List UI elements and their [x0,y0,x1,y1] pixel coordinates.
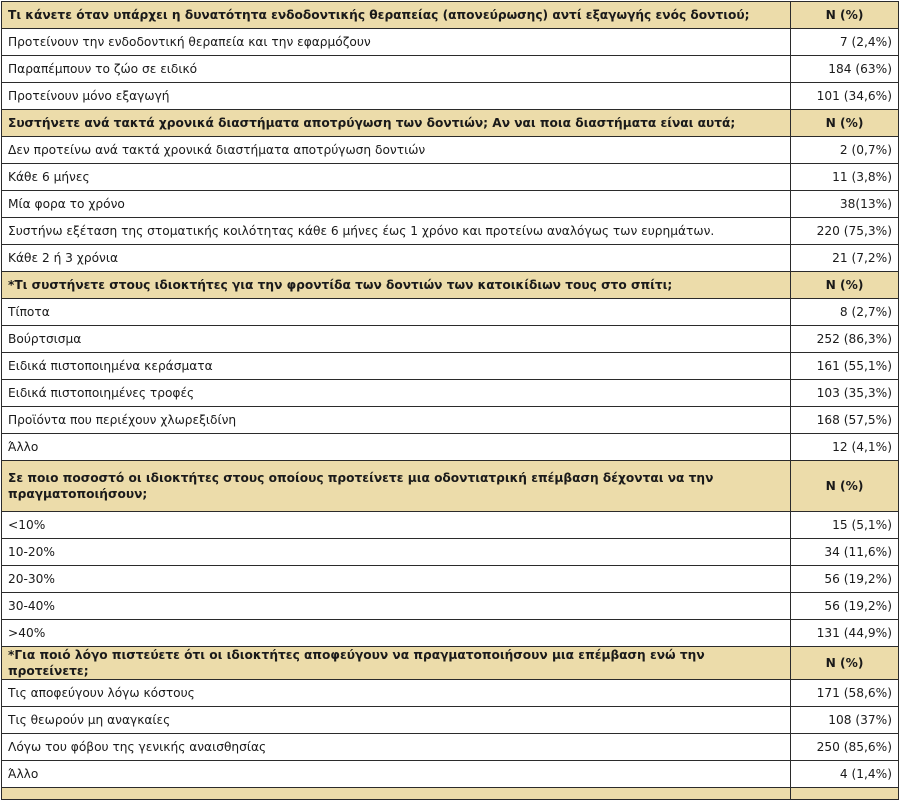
answer-value: 161 (55,1%) [791,353,899,380]
answer-value: 21 (7,2%) [791,245,899,272]
answer-label: Βούρτσισμα [2,326,791,353]
survey-results-table [1,1,899,800]
answer-label: Κάθε 2 ή 3 χρόνια [2,245,791,272]
table-row [2,245,899,272]
answer-label: Κάθε 6 μήνες [2,164,791,191]
column-header: N (%) [791,647,899,680]
answer-label: Παραπέμπουν το ζώο σε ειδικό [2,56,791,83]
table-row [2,137,899,164]
answer-label: Προτείνουν μόνο εξαγωγή [2,83,791,110]
table-row [2,620,899,647]
answer-value: 11 (3,8%) [791,164,899,191]
answer-value: 252 (86,3%) [791,326,899,353]
table-row [2,593,899,620]
table-row [2,164,899,191]
table-row [2,380,899,407]
answer-value: 103 (35,3%) [791,380,899,407]
answer-label: Άλλο [2,434,791,461]
table-row [2,512,899,539]
column-header: N (%) [791,461,899,512]
table-row [2,191,899,218]
question-text: Συστήνετε ανά τακτά χρονικά διαστήματα αποτρύγωση των δοντιών; Αν ναι ποια διαστήματα είναι αυτά; [2,110,791,137]
table-row [2,29,899,56]
table-row [2,566,899,593]
table-row [2,56,899,83]
answer-label: Δεν προτείνω ανά τακτά χρονικά διαστήματα αποτρύγωση δοντιών [2,137,791,164]
question-text: Τι κάνετε όταν υπάρχει η δυνατότητα ενδοδοντικής θεραπείας (απονεύρωσης) αντί εξαγωγής ενός δοντιού; [2,2,791,29]
answer-label: 10-20% [2,539,791,566]
answer-label: Μία φορα το χρόνο [2,191,791,218]
answer-value: 12 (4,1%) [791,434,899,461]
table-row [2,353,899,380]
answer-label: Τις αποφεύγουν λόγω κόστους [2,680,791,707]
answer-value: 101 (34,6%) [791,83,899,110]
table-row [2,539,899,566]
table-row [2,707,899,734]
table-row [2,218,899,245]
answer-label: Ειδικά πιστοποιημένες τροφές [2,380,791,407]
answer-label: Ειδικά πιστοποιημένα κεράσματα [2,353,791,380]
answer-value: 168 (57,5%) [791,407,899,434]
section-header [2,647,899,680]
table-row [2,299,899,326]
answer-label: 20-30% [2,566,791,593]
section-header [2,110,899,137]
footer-cell [2,788,791,800]
answer-label: Προϊόντα που περιέχουν χλωρεξιδίνη [2,407,791,434]
table-row [2,83,899,110]
table-footer-band [2,788,899,800]
answer-value: 171 (58,6%) [791,680,899,707]
answer-label: Λόγω του φόβου της γενικής αναισθησίας [2,734,791,761]
answer-value: 56 (19,2%) [791,566,899,593]
answer-value: 184 (63%) [791,56,899,83]
table-row [2,761,899,788]
answer-value: 7 (2,4%) [791,29,899,56]
answer-label: 30-40% [2,593,791,620]
section-header [2,461,899,512]
table-row [2,734,899,761]
question-text: Σε ποιο ποσοστό οι ιδιοκτήτες στους οποίους προτείνετε μια οδοντιατρική επέμβαση δέχονται να την πραγματοποιήσουν; [2,461,791,512]
table-row [2,326,899,353]
answer-label: >40% [2,620,791,647]
column-header: N (%) [791,272,899,299]
column-header: N (%) [791,2,899,29]
answer-value: 8 (2,7%) [791,299,899,326]
answer-label: Προτείνουν την ενδοδοντική θεραπεία και την εφαρμόζουν [2,29,791,56]
answer-label: Άλλο [2,761,791,788]
question-text: *Για ποιό λόγο πιστεύετε ότι οι ιδιοκτήτες αποφεύγουν να πραγματοποιήσουν μια επέμβαση ενώ την προτείνετε; [2,647,791,680]
table-row [2,434,899,461]
answer-label: Συστήνω εξέταση της στοματικής κοιλότητας κάθε 6 μήνες έως 1 χρόνο και προτείνω αναλόγως των ευρημάτων. [2,218,791,245]
answer-value: 250 (85,6%) [791,734,899,761]
answer-value: 108 (37%) [791,707,899,734]
section-header [2,2,899,29]
answer-label: Τις θεωρούν μη αναγκαίες [2,707,791,734]
answer-label: <10% [2,512,791,539]
answer-value: 38(13%) [791,191,899,218]
question-text: *Τι συστήνετε στους ιδιοκτήτες για την φροντίδα των δοντιών των κατοικίδιων τους στο σπίτι; [2,272,791,299]
answer-value: 34 (11,6%) [791,539,899,566]
answer-value: 4 (1,4%) [791,761,899,788]
table-row [2,680,899,707]
footer-cell [791,788,899,800]
section-header [2,272,899,299]
answer-value: 2 (0,7%) [791,137,899,164]
answer-value: 220 (75,3%) [791,218,899,245]
column-header: N (%) [791,110,899,137]
answer-value: 56 (19,2%) [791,593,899,620]
answer-label: Τίποτα [2,299,791,326]
table-row [2,407,899,434]
answer-value: 131 (44,9%) [791,620,899,647]
answer-value: 15 (5,1%) [791,512,899,539]
